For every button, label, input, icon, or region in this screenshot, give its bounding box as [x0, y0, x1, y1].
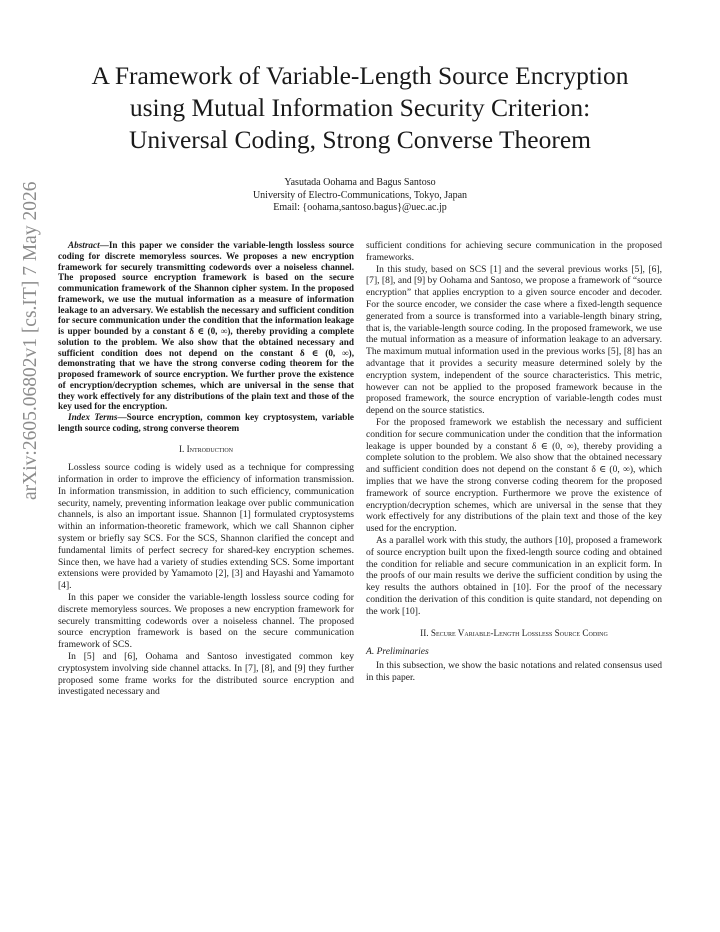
- abstract: [58, 240, 354, 412]
- section-heading: I. Introduction: [178, 443, 234, 454]
- section-heading: II. Secure Variable-Length Lossless Source Coding: [420, 627, 608, 638]
- paragraph: sufficient conditions for achieving secure communication in the proposed frameworks.: [366, 240, 662, 263]
- left-column: [58, 240, 354, 698]
- index-terms-label: Index Terms: [68, 412, 118, 422]
- subsection-heading: A. Preliminaries: [366, 646, 429, 658]
- paragraph: Lossless source coding is widely used as a technique for compressing information in order to improve the efficiency of information transmission. In information transmission, in addition to such efficiency, communication security, namely, preventing information leakage over public communication channels, is also an important issue. Shannon [1] formulated cryptosystems within an information-theoretic framework, which we call Shannon cipher system or briefly say SCS. For the SCS, Shannon clarified the concept and fundamental limits of perfect secrecy for shared-key encryption schemes. Since then, we have had a variety of studies extending SCS. Some important extensions were provided by Yamamoto [2], [3] and Hayashi and Yamamoto [4].: [58, 462, 354, 592]
- paragraph: As a parallel work with this study, the authors [10], proposed a framework of source encryption built upon the fixed-length source coding and obtained the condition for reliable and secure communication in an explicit form. In the proofs of our main results we derive the sufficient condition by using the key results the authors obtained in [10]. For the proof of the necessary condition the derivation of this condition is quite standard, not depending on the work [10].: [366, 534, 662, 617]
- title-line: Universal Coding, Strong Converse Theorem: [128, 125, 591, 154]
- email: Email: {oohama,santoso.bagus}@uec.ac.jp: [273, 202, 447, 213]
- paragraph: For the proposed framework we establish the necessary and sufficient condition for secure communication under the condition that the information leakage is upper bounded by a constant δ ∈ (0, ∞), thereby providing a complete solution to the problem. We also show that the obtained necessary and sufficient condition does not depend on the constant δ ∈ (0, ∞), which implies that we have the strong converse coding theorem for the proposed framework of source encryption. Furthermore we prove the existence of encryption/decryption schemes, which are universal in the sense that they work effectively for any distributions of the plain text and those of the key used for the encryption.: [366, 416, 662, 535]
- affiliation: University of Electro-Communications, Tokyo, Japan: [252, 189, 468, 201]
- author-block: [160, 177, 560, 215]
- paragraph: In this subsection, we show the basic notations and related consensus used in this paper.: [366, 660, 662, 683]
- paragraph: In [5] and [6], Oohama and Santoso investigated common key cryptosystem involving side channel attacks. In [7], [8], and [9] they further proposed some frame works for the distributed source encryption and investigated necessary and: [58, 651, 354, 698]
- paragraph: In this paper we consider the variable-length lossless source coding for discrete memoryless sources. We proposes a new encryption framework for securely transmitting codewords over a noiseless channel. The proposed source encryption framework is based on the secure communication framework of SCS.: [58, 592, 354, 651]
- index-terms-text: —Source encryption, common key cryptosystem, variable length source coding, strong converse theorem: [58, 412, 355, 433]
- paper-title: [40, 60, 680, 156]
- author-names: Yasutada Oohama and Bagus Santoso: [284, 177, 436, 188]
- right-column: [366, 240, 662, 684]
- abstract-text: —In this paper we consider the variable-length lossless source coding for discrete memoryless sources. We proposes a new encryption framework for securely transmitting codewords over a noiseless channel. The proposed source encryption framework is based on the secure communication framework of the Shannon cipher system. In the proposed framework, we use the mutual information as a measure of information leakage to an adversary. We establish the necessary and sufficient condition for secure communication under the condition that the information leakage is upper bounded by a constant δ ∈ (0, ∞), thereby providing a complete solution to the problem. We also show that the obtained necessary and sufficient condition does not depend on the constant δ ∈ (0, ∞), demonstrating that we have the strong converse coding theorem for the proposed framework of source encryption. We further prove the existence of encryption/decryption schemes, which are universal in the sense that they work effectively for any distributions of the plain text and those of the key used for the encryption.: [58, 240, 354, 412]
- index-terms: [58, 412, 354, 434]
- paragraph: In this study, based on SCS [1] and the several previous works [5], [6], [7], [8], and [9] by Oohama and Santoso, we propose a framework of “source encryption” that applies encryption to a given source encoder and decoder. For the source encoder, we consider the case where a fixed-length sequence generated from a source is transformed into a variable-length binary string, that is, the variable-length source coding. In the proposed framework, we use the mutual information as a measure of information leakage to an adversary. The maximum mutual information used in the previous works [5], [8] has an advantage that it provides a security measure determined solely by the encryption system, independent of the source characteristics. This metric, however can not be applied to the proposed framework because in the proposed framework, the source encryption of variable-length codes must depend on the source statistics.: [366, 263, 662, 417]
- title-line: A Framework of Variable-Length Source Encryption: [91, 61, 629, 90]
- title-line: using Mutual Information Security Criterion:: [129, 93, 591, 122]
- arxiv-stamp: arXiv:2605.06802v1 [cs.IT] 7 May 2026: [20, 181, 41, 500]
- abstract-label: Abstract: [68, 240, 100, 250]
